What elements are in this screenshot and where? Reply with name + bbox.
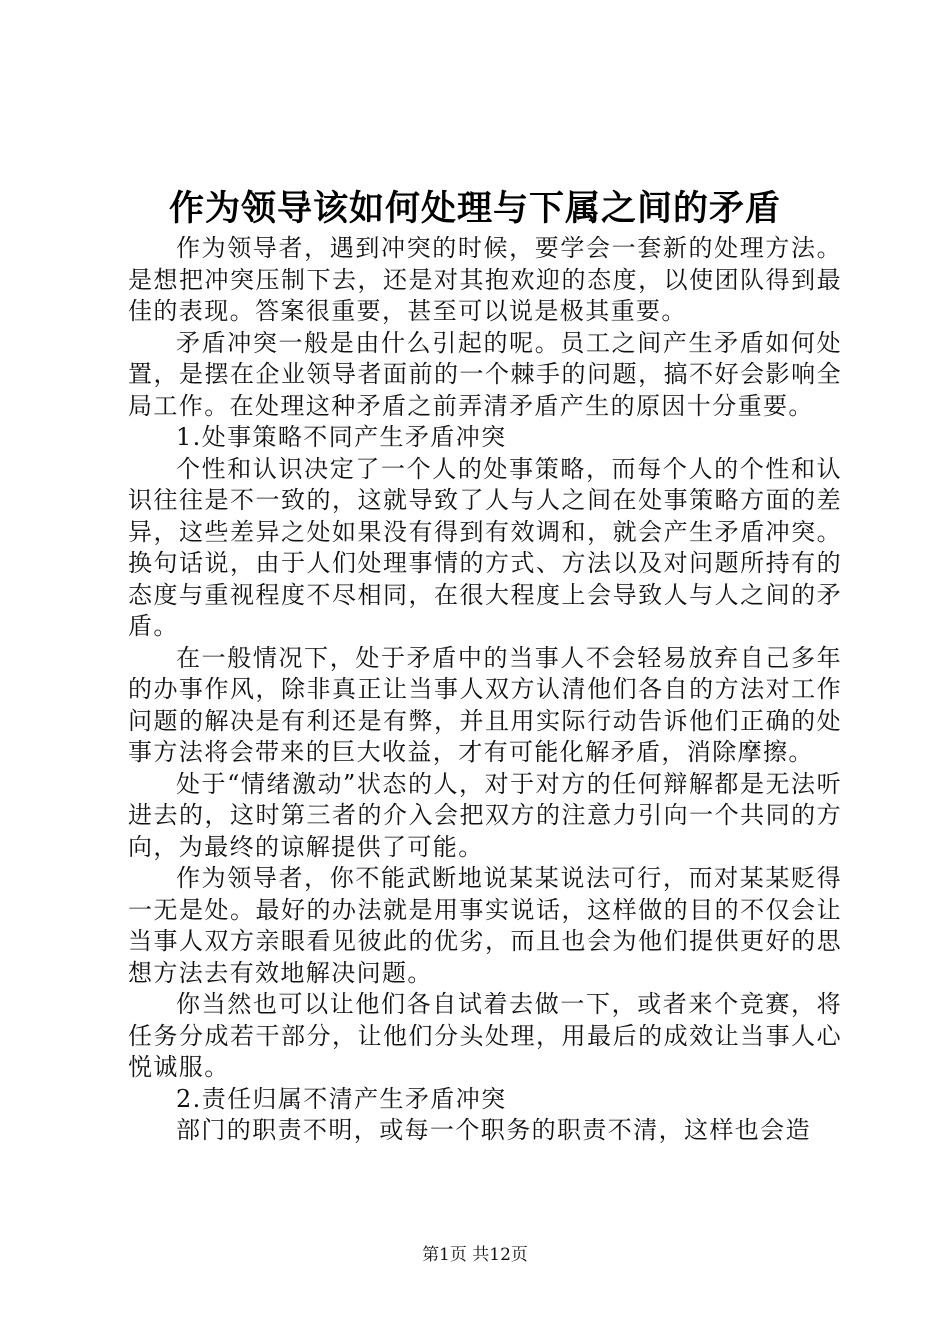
paragraph: 你当然也可以让他们各自试着去做一下，或者来个竞赛，将任务分成若干部分，让他们分头处理，用最后的成效让当事人心悦诚服。: [128, 990, 842, 1081]
page-footer: 第1页 共12页: [422, 1245, 528, 1265]
section-heading: 2.责任归属不清产生矛盾冲突: [176, 1084, 507, 1113]
paragraph: 作为领导者，你不能武断地说某某说法可行，而对某某贬得一无是处。最好的办法就是用事实说话，这样做的目的不仅会让当事人双方亲眼看见彼此的优劣，而且也会为他们提供更好的思想方法去有效地解决问题。: [128, 864, 842, 987]
section-heading: 1.处事策略不同产生矛盾冲突: [176, 423, 507, 451]
paragraph: 矛盾冲突一般是由什么引起的呢。员工之间产生矛盾如何处置，是摆在企业领导者面前的一个棘手的问题，搞不好会影响全局工作。在处理这种矛盾之前弄清矛盾产生的原因十分重要。: [128, 328, 842, 420]
paragraph: 部门的职责不明，或每一个职务的职责不清，这样也会造: [176, 1116, 811, 1144]
document-title: 作为领导该如何处理与下属之间的矛盾: [168, 188, 781, 229]
document-body: [128, 233, 842, 1147]
paragraph: 个性和认识决定了一个人的处事策略，而每个人的个性和认识往往是不一致的，这就导致了人与人之间在处事策略方面的差异，这些差异之处如果没有得到有效调和，就会产生矛盾冲突。换句话说，由于人们处理事情的方式、方法以及对问题所持有的态度与重视程度不尽相同，在很大程度上会导致人与人之间的矛盾。: [128, 454, 842, 640]
paragraph: 处于“情绪激动”状态的人，对于对方的任何辩解都是无法听进去的，这时第三者的介入会把双方的注意力引向一个共同的方向，为最终的谅解提供了可能。: [128, 769, 842, 861]
paragraph: 在一般情况下，处于矛盾中的当事人不会轻易放弃自己多年的办事作风，除非真正让当事人双方认清他们各自的方法对工作问题的解决是有利还是有弊，并且用实际行动告诉他们正确的处事方法将会带来的巨大收益，才有可能化解矛盾，消除摩擦。: [128, 643, 842, 766]
paragraph: 作为领导者，遇到冲突的时候，要学会一套新的处理方法。是想把冲突压制下去，还是对其抱欢迎的态度，以使团队得到最佳的表现。答案很重要，甚至可以说是极其重要。: [128, 234, 842, 325]
